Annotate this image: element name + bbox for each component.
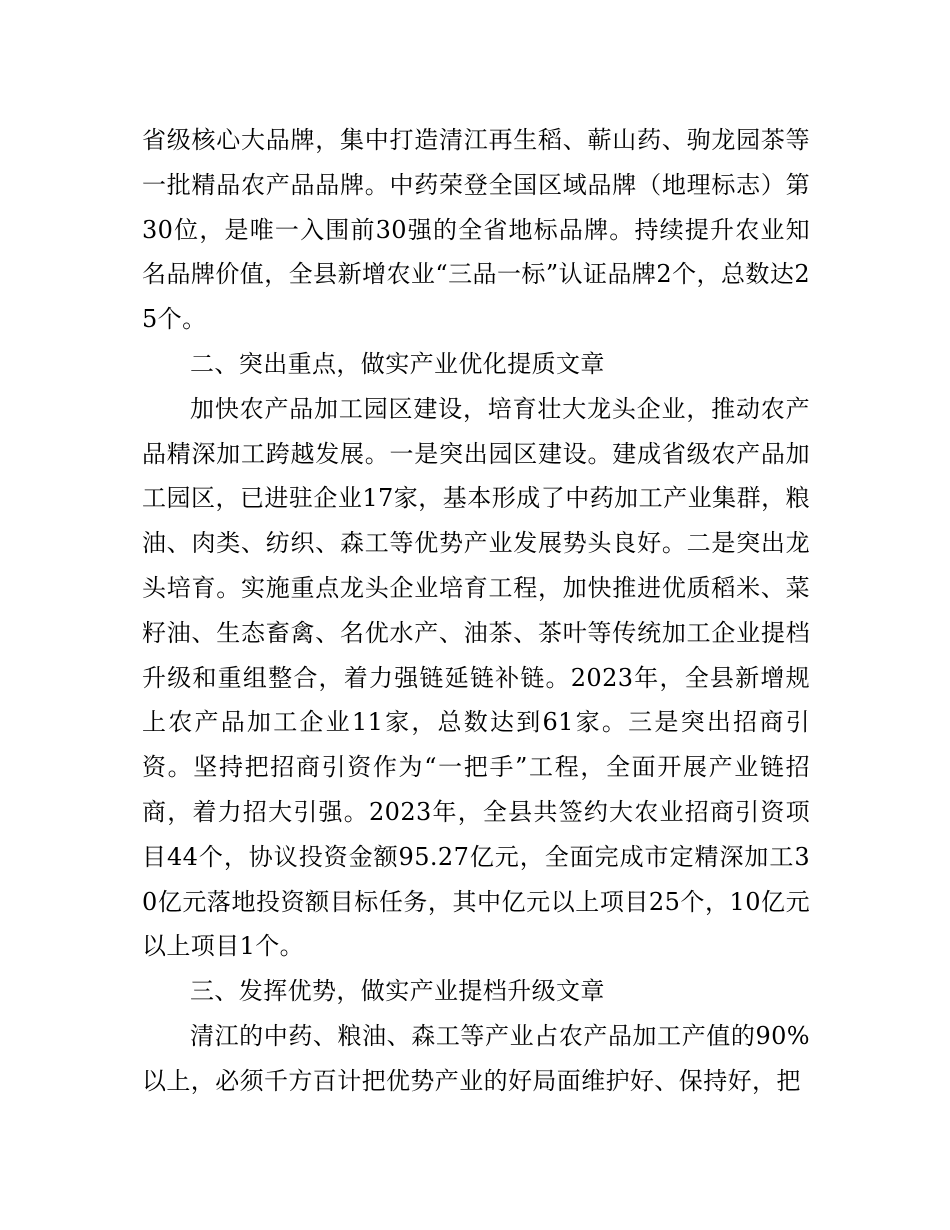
document-page (142, 118, 810, 1104)
paragraph-processing-parks: 加快农产品加工园区建设，培育壮大龙头企业，推动农产品精深加工跨越发展。一是突出园区建设。建成省级农产品加工园区，已进驻企业17家，基本形成了中药加工产业集群，粮油、肉类、纺织、森工等优势产业发展势头良好。二是突出龙头培育。实施重点龙头企业培育工程，加快推进优质稻米、菜籽油、生态畜禽、名优水产、油茶、茶叶等传统加工企业提档升级和重组整合，着力强链延链补链。2023年，全县新增规上农产品加工企业11家，总数达到61家。三是突出招商引资。坚持把招商引资作为“一把手”工程，全面开展产业链招商，着力招大引强。2023年，全县共签约大农业招商引资项目44个，协议投资金额95.27亿元，全面完成市定精深加工30亿元落地投资额目标任务，其中亿元以上项目25个，10亿元以上项目1个。 (142, 394, 810, 961)
paragraph-advantage-industries: 清江的中药、粮油、森工等产业占农产品加工产值的90%以上，必须千方百计把优势产业的好局面维护好、保持好，把 (142, 1021, 810, 1095)
section-heading-3: 三、发挥优势，做实产业提档升级文章 (190, 977, 605, 1006)
section-heading-2: 二、突出重点，做实产业优化提质文章 (190, 349, 605, 378)
paragraph-brands-continued: 省级核心大品牌，集中打造清江再生稻、蕲山药、驹龙园茶等一批精品农产品品牌。中药荣登全国区域品牌（地理标志）第30位，是唯一入围前30强的全省地标品牌。持续提升农业知名品牌价值，全县新增农业“三品一标”认证品牌2个，总数达25个。 (142, 126, 810, 334)
